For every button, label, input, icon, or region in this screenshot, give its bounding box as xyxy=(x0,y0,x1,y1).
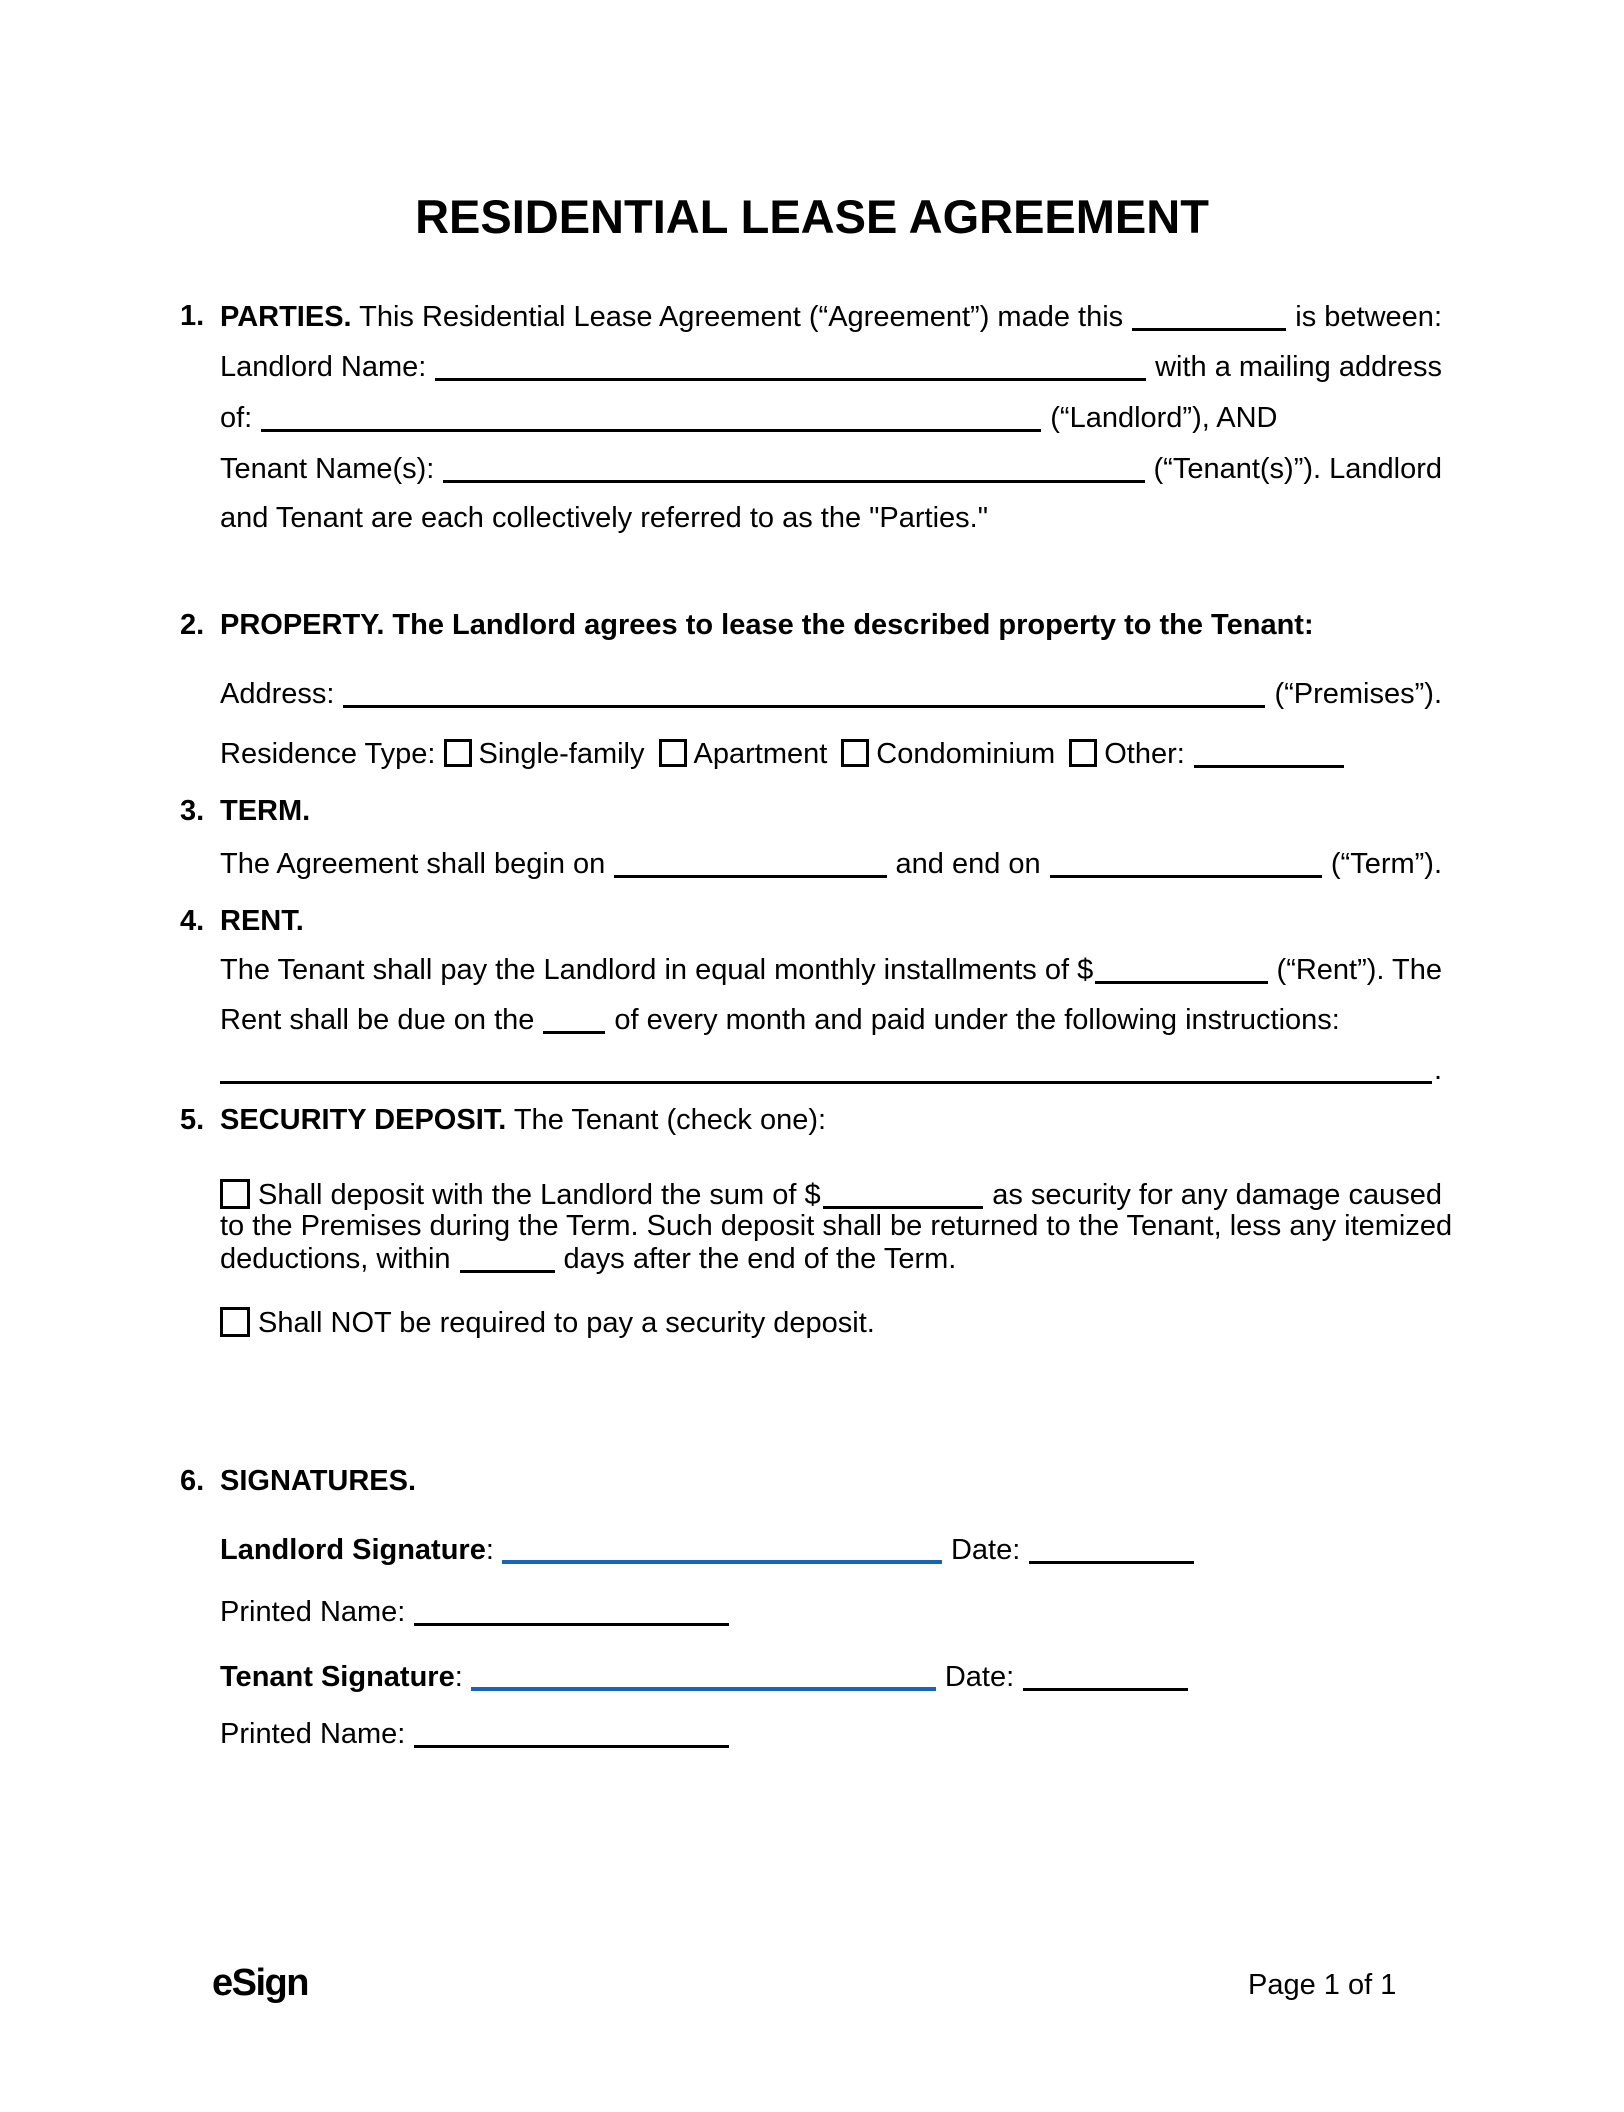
term-start-date-field[interactable] xyxy=(614,849,886,878)
term-heading-line xyxy=(180,792,1442,830)
checkbox-apartment[interactable] xyxy=(659,739,687,767)
rent-defined-text: (“Rent”). The xyxy=(1276,954,1442,986)
option-single-family-label: Single-family xyxy=(478,738,645,770)
tenant-signature-colon: : xyxy=(454,1661,471,1693)
section-number-term: 3. xyxy=(180,795,205,827)
rent-line-3 xyxy=(220,1050,1442,1089)
section-number-parties: 1. xyxy=(180,300,205,332)
rent-instructions-text: of every month and paid under the following instructions: xyxy=(614,1004,1340,1036)
tenant-signature-label: Tenant Signature xyxy=(220,1661,455,1693)
parties-line-3 xyxy=(220,398,1442,437)
parties-intro-end: is between: xyxy=(1295,301,1442,333)
deposit-option-line-3 xyxy=(220,1239,1442,1278)
landlord-printed-name-line xyxy=(220,1592,1442,1631)
rent-due-text: Rent shall be due on the xyxy=(220,1004,535,1036)
deposit-deductions-text: deductions, within xyxy=(220,1243,451,1275)
tenant-signature-field[interactable] xyxy=(471,1661,936,1691)
landlord-name-label: Landlord Name: xyxy=(220,351,427,383)
signatures-heading: SIGNATURES. xyxy=(220,1465,417,1497)
rent-line-2 xyxy=(220,1000,1442,1039)
rent-line-1 xyxy=(220,950,1442,989)
deposit-amount-field[interactable] xyxy=(823,1180,984,1209)
parties-closing-text: and Tenant are each collectively referred to as the "Parties." xyxy=(220,502,989,534)
landlord-address-label: of: xyxy=(220,402,253,434)
landlord-signature-line xyxy=(220,1529,1442,1569)
landlord-signature-field[interactable] xyxy=(502,1534,942,1564)
rent-due-day-field[interactable] xyxy=(543,1005,605,1034)
parties-heading: PARTIES. xyxy=(220,301,352,333)
rent-heading: RENT. xyxy=(220,905,304,937)
property-heading: PROPERTY. xyxy=(220,609,385,641)
parties-intro-text: This Residential Lease Agreement (“Agreement”) made this xyxy=(351,301,1124,333)
landlord-printed-name-label: Printed Name: xyxy=(220,1596,406,1628)
tenant-signature-line xyxy=(220,1656,1442,1696)
landlord-printed-name-field[interactable] xyxy=(414,1597,729,1626)
tenant-printed-name-field[interactable] xyxy=(414,1719,729,1748)
signatures-heading-line xyxy=(180,1462,1442,1500)
landlord-date-field[interactable] xyxy=(1029,1535,1194,1564)
residence-type-label: Residence Type: xyxy=(220,738,436,770)
security-heading-rest: The Tenant (check one): xyxy=(506,1104,827,1136)
document-title: RESIDENTIAL LEASE AGREEMENT xyxy=(415,190,1209,243)
deposit-days-field[interactable] xyxy=(460,1244,555,1273)
rent-heading-line xyxy=(180,902,1442,940)
term-begin-text: The Agreement shall begin on xyxy=(220,848,606,880)
property-heading-line xyxy=(180,606,1442,644)
parties-line-1 xyxy=(180,297,1442,336)
no-deposit-text: Shall NOT be required to pay a security deposit. xyxy=(258,1307,875,1339)
section-number-signatures: 6. xyxy=(180,1465,205,1497)
section-number-security: 5. xyxy=(180,1104,205,1136)
checkbox-single-family[interactable] xyxy=(444,739,472,767)
checkbox-shall-deposit[interactable] xyxy=(220,1179,250,1209)
option-condominium-label: Condominium xyxy=(876,738,1056,770)
rent-instructions-period: . xyxy=(1433,1054,1442,1086)
landlord-name-field[interactable] xyxy=(435,352,1146,381)
checkbox-condominium[interactable] xyxy=(841,739,869,767)
tenant-name-label: Tenant Name(s): xyxy=(220,453,435,485)
property-address-field[interactable] xyxy=(343,679,1265,708)
option-apartment-label: Apartment xyxy=(693,738,828,770)
no-deposit-option-line xyxy=(220,1302,1442,1342)
mailing-address-text: with a mailing address xyxy=(1155,351,1442,383)
landlord-defined-text: (“Landlord”), AND xyxy=(1050,402,1278,434)
term-end-text: and end on xyxy=(895,848,1041,880)
term-defined-text: (“Term”). xyxy=(1330,848,1443,880)
other-residence-field[interactable] xyxy=(1194,739,1344,768)
landlord-signature-label: Landlord Signature xyxy=(220,1534,486,1566)
agreement-date-field[interactable] xyxy=(1132,302,1286,331)
property-address-line xyxy=(220,674,1442,713)
landlord-signature-colon: : xyxy=(485,1534,502,1566)
tenant-printed-name-line xyxy=(220,1714,1442,1753)
option-other-label: Other: xyxy=(1104,738,1185,770)
security-heading-line xyxy=(180,1101,1442,1139)
tenant-name-field[interactable] xyxy=(443,454,1144,483)
tenant-date-label: Date: xyxy=(944,1661,1015,1693)
parties-line-4 xyxy=(220,449,1442,488)
esign-logo: eSign xyxy=(212,1962,308,2004)
checkbox-no-deposit[interactable] xyxy=(220,1307,250,1337)
deposit-sum-text: Shall deposit with the Landlord the sum of $ xyxy=(258,1179,821,1211)
deposit-return-text: to the Premises during the Term. Such deposit shall be returned to the Tenant, less any itemized xyxy=(220,1210,1453,1242)
security-heading: SECURITY DEPOSIT. xyxy=(220,1104,507,1136)
checkbox-other[interactable] xyxy=(1069,739,1097,767)
section-number-rent: 4. xyxy=(180,905,205,937)
landlord-date-label: Date: xyxy=(950,1534,1021,1566)
parties-line-2 xyxy=(220,347,1442,386)
address-label: Address: xyxy=(220,678,335,710)
term-heading: TERM. xyxy=(220,795,311,827)
premises-defined-text: (“Premises”). xyxy=(1274,678,1442,710)
property-heading-rest: The Landlord agrees to lease the described property to the Tenant: xyxy=(384,609,1314,641)
deposit-days-after-text: days after the end of the Term. xyxy=(563,1243,957,1275)
tenant-printed-name-label: Printed Name: xyxy=(220,1718,406,1750)
parties-line-5 xyxy=(220,499,1442,537)
term-end-date-field[interactable] xyxy=(1050,849,1322,878)
tenant-defined-text: (“Tenant(s)”). Landlord xyxy=(1153,453,1442,485)
tenant-date-field[interactable] xyxy=(1023,1662,1188,1691)
section-number-property: 2. xyxy=(180,609,205,641)
rent-amount-field[interactable] xyxy=(1095,955,1267,984)
payment-instructions-field[interactable] xyxy=(220,1055,1432,1084)
deposit-security-text: as security for any damage caused xyxy=(992,1179,1442,1211)
landlord-address-field[interactable] xyxy=(261,403,1041,432)
term-line xyxy=(220,844,1442,883)
residence-type-line xyxy=(220,734,1442,773)
page-number: Page 1 of 1 xyxy=(1248,1969,1397,2001)
rent-amount-text: The Tenant shall pay the Landlord in equal monthly installments of $ xyxy=(220,954,1094,986)
